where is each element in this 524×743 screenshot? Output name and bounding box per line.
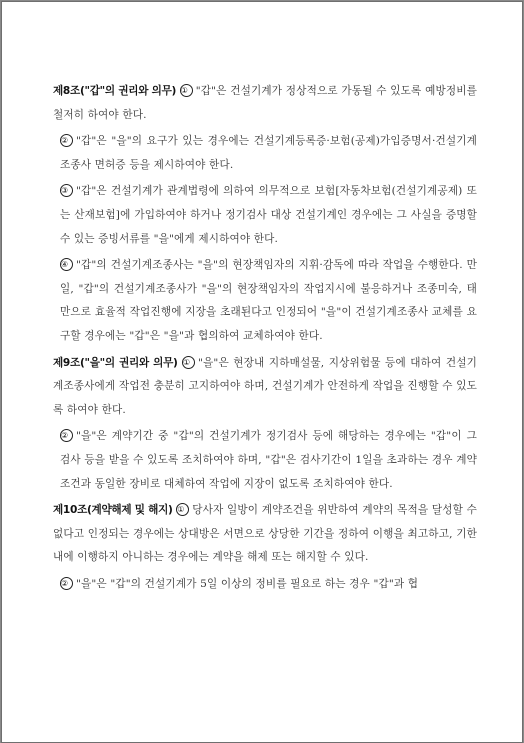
article-10-heading: 제10조(계약해제 및 해지) [53, 504, 173, 517]
clause-marker: ② [60, 429, 73, 442]
clause-marker: ② [60, 577, 73, 590]
clause-text: "갑"은 "을"의 요구가 있는 경우에는 건설기계등록증·보험(공제)가입증명서·건설기계조종사 면허증 등을 제시하여야 한다. [60, 135, 477, 171]
clause-marker: ① [180, 84, 193, 97]
document-body [53, 80, 477, 599]
article-10-clause-1 [53, 499, 477, 570]
clause-marker: ③ [60, 184, 73, 197]
clause-marker: ② [60, 134, 73, 147]
clause-text: 당사자 일방이 계약조건을 위반하여 계약의 목적을 달성할 수 없다고 인정되는 경우에는 상대방은 서면으로 상당한 기간을 정하여 이행을 최고하고, 기한 내에 이행하지 아니하는 경우에는 계약을 해제 또는 해지할 수 있다. [53, 504, 477, 564]
article-8-clause-3 [53, 180, 477, 251]
article-9-clause-2 [53, 425, 477, 496]
article-9-heading: 제9조("을"의 권리와 의무) [53, 356, 178, 369]
clause-text: "갑"은 건설기계가 정상적으로 가동될 수 있도록 예방정비를 철저히 하여야 한다. [53, 85, 477, 121]
article-8-clause-1 [53, 80, 477, 127]
article-8-clause-4 [53, 254, 477, 348]
clause-text: "을"은 현장내 지하매설물, 지상위험물 등에 대하여 건설기계조종사에게 작업전 충분히 고지하여야 하며, 건설기계가 안전하게 작업을 진행할 수 있도록 하여야 한다. [53, 356, 477, 416]
clause-text: "갑"의 건설기계조종사는 "을"의 현장책임자의 지휘·감독에 따라 작업을 수행한다. 만일, "갑"의 건설기계조종사가 "을"의 현장책임자의 작업지시에 불응하거나 조종미숙, 태만으로 효율적 작업진행에 지장을 초래된다고 인정되어 "을"이 건설기계조종사 교체를 요구할 경우에는 "갑"은 "을"과 협의하여 교체하여야 한다. [60, 259, 477, 342]
document-page [1, 1, 523, 743]
clause-text: "을"은 "갑"의 건설기계가 5일 이상의 정비를 필요로 하는 경우 "갑"과 협 [76, 577, 419, 590]
clause-text: "을"은 계약기간 중 "갑"의 건설기계가 정기검사 등에 해당하는 경우에는 "갑"이 그 검사 등을 받을 수 있도록 조치하여야 하며, "갑"은 검사기간이 1일을 초과하는 경우 계약조건과 동일한 장비로 대체하여 작업에 지장이 없도록 조치하여야 한다. [60, 430, 477, 490]
clause-marker: ① [182, 356, 195, 369]
article-8-clause-2 [53, 130, 477, 177]
clause-marker: ① [176, 503, 189, 516]
article-10-clause-2 [53, 573, 477, 597]
article-8-heading: 제8조("갑"의 권리와 의무) [53, 85, 177, 97]
clause-text: "갑"은 건설기계가 관계법령에 의하여 의무적으로 보험[자동차보험(건설기계공제) 또는 산재보험]에 가입하여야 하거나 정기검사 대상 건설기계인 경우에는 그 사실을 증명할 수 있는 증빙서류를 "을"에게 제시하여야 한다. [60, 185, 477, 245]
article-9-clause-1 [53, 352, 477, 423]
clause-marker: ④ [60, 258, 73, 271]
